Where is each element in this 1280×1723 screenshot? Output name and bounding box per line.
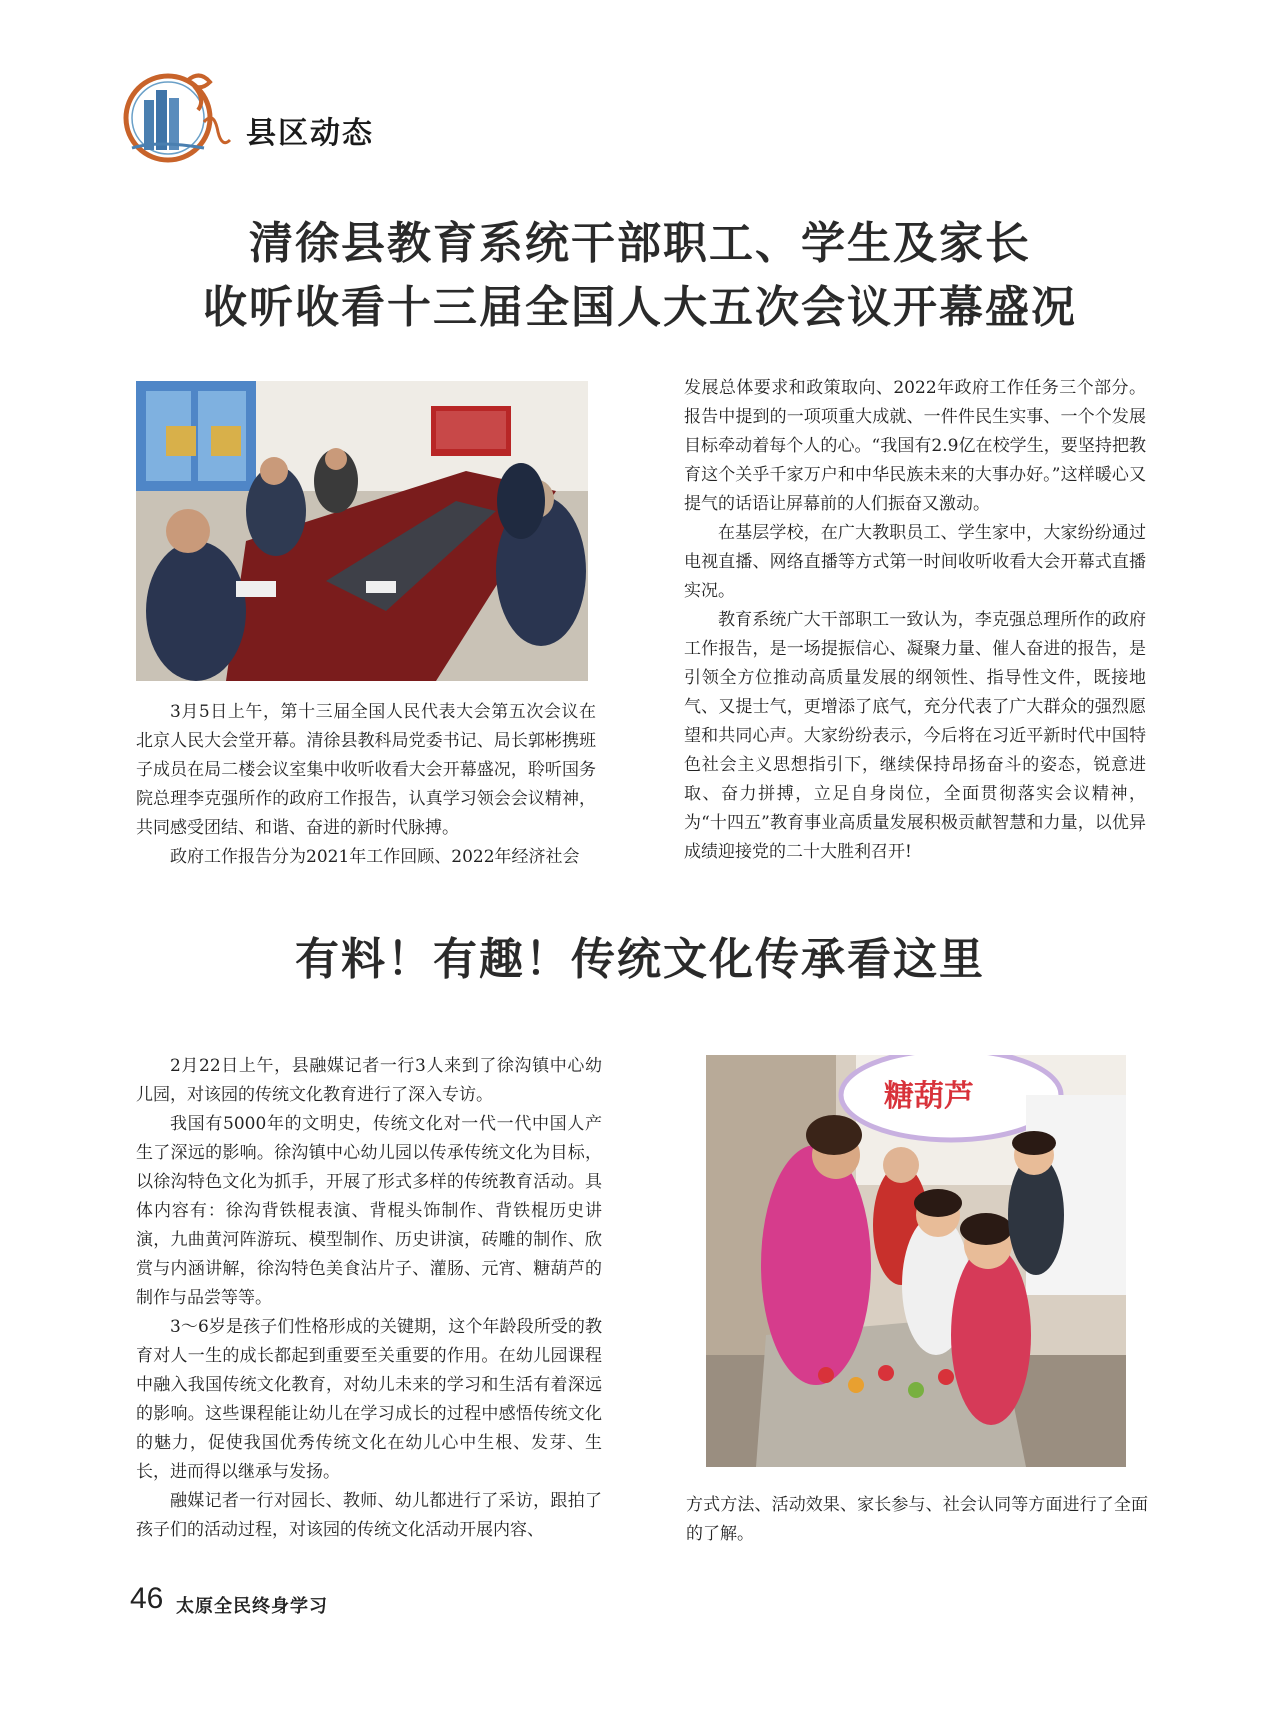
kindergarten-activity-photo [706, 1055, 1126, 1467]
section-label: 县区动态 [246, 116, 374, 151]
article2-paragraph: 3～6岁是孩子们性格形成的关键期，这个年龄段所受的教育对人一生的成长都起到重要至关重要的作用。在幼儿园课程中融入我国传统文化教育，对幼儿未来的学习和生活有着深远的影响。这些课程能让幼儿在学习成长的过程中感悟传统文化的魅力，促使我国优秀传统文化在幼儿心中生根、发芽、生长，进而得以继承与发扬。 [136, 1317, 602, 1482]
photo-sign-text: 糖葫芦 [884, 1079, 974, 1114]
article2-paragraph: 融媒记者一行对园长、教师、幼儿都进行了采访，跟拍了孩子们的活动过程，对该园的传统文化活动开展内容、 [136, 1491, 602, 1540]
magazine-title: 太原全民终身学习 [176, 1596, 328, 1617]
article1-paragraph: 在基层学校，在广大教职员工、学生家中，大家纷纷通过电视直播、网络直播等方式第一时间收听收看大会开幕式直播实况。 [684, 523, 1146, 601]
city-towers-logo-icon [118, 60, 238, 170]
article1-paragraph: 教育系统广大干部职工一致认为，李克强总理所作的政府工作报告，是一场提振信心、凝聚力量、催人奋进的报告，是引领全方位推动高质量发展的纲领性、指导性文件，既接地气、又提士气，更增添了底气，充分代表了广大群众的强烈愿望和共同心声。大家纷纷表示，今后将在习近平新时代中国特色社会主义思想指引下，继续保持昂扬奋斗的姿态，锐意进取、奋力拼搏，立足自身岗位，全面贯彻落实会议精神，为“十四五”教育事业高质量发展积极贡献智慧和力量，以优异成绩迎接党的二十大胜利召开! [684, 610, 1146, 862]
article1-title-line2: 收听收看十三届全国人大五次会议开幕盛况 [203, 282, 1077, 333]
article1-paragraph: 政府工作报告分为2021年工作回顾、2022年经济社会 [170, 847, 580, 867]
article1-right-column [684, 374, 1146, 867]
page-number: 46 [130, 1582, 164, 1615]
article1-paragraph: 3月5日上午，第十三届全国人民代表大会第五次会议在北京人民大会堂开幕。清徐县教科局党委书记、局长郭彬携班子成员在局二楼会议室集中收听收看大会开幕盛况，聆听国务院总理李克强所作的政府工作报告，认真学习领会会议精神，共同感受团结、和谐、奋进的新时代脉搏。 [136, 702, 596, 838]
article2-paragraph: 我国有5000年的文明史，传统文化对一代一代中国人产生了深远的影响。徐沟镇中心幼儿园以传承传统文化为目标，以徐沟特色文化为抓手，开展了形式多样的传统教育活动。具体内容有：徐沟背铁棍表演、背棍头饰制作、背铁棍历史讲演，九曲黄河阵游玩、模型制作、历史讲演，砖雕的制作、欣赏与内涵讲解，徐沟特色美食沾片子、灌肠、元宵、糖葫芦的制作与品尝等等。 [136, 1114, 602, 1308]
article1-left-column [136, 698, 596, 872]
article2-paragraph: 2月22日上午，县融媒记者一行3人来到了徐沟镇中心幼儿园，对该园的传统文化教育进行了深入专访。 [136, 1056, 602, 1105]
article2-left-column [136, 1052, 602, 1545]
article2-right-column [686, 1491, 1148, 1549]
article2-continuation: 方式方法、活动效果、家长参与、社会认同等方面进行了全面的了解。 [686, 1495, 1148, 1544]
article2-title: 有料！有趣！传统文化传承看这里 [295, 934, 985, 985]
article1-continuation: 发展总体要求和政策取向、2022年政府工作任务三个部分。报告中提到的一项项重大成就、一件件民生实事、一个个发展目标牵动着每个人的心。“我国有2.9亿在校学生，要坚持把教育这个关乎千家万户和中华民族未来的大事办好。”这样暖心又提气的话语让屏幕前的人们振奋又激动。 [684, 378, 1146, 514]
meeting-room-photo [136, 381, 588, 681]
article1-title-line1: 清徐县教育系统干部职工、学生及家长 [249, 218, 1031, 269]
